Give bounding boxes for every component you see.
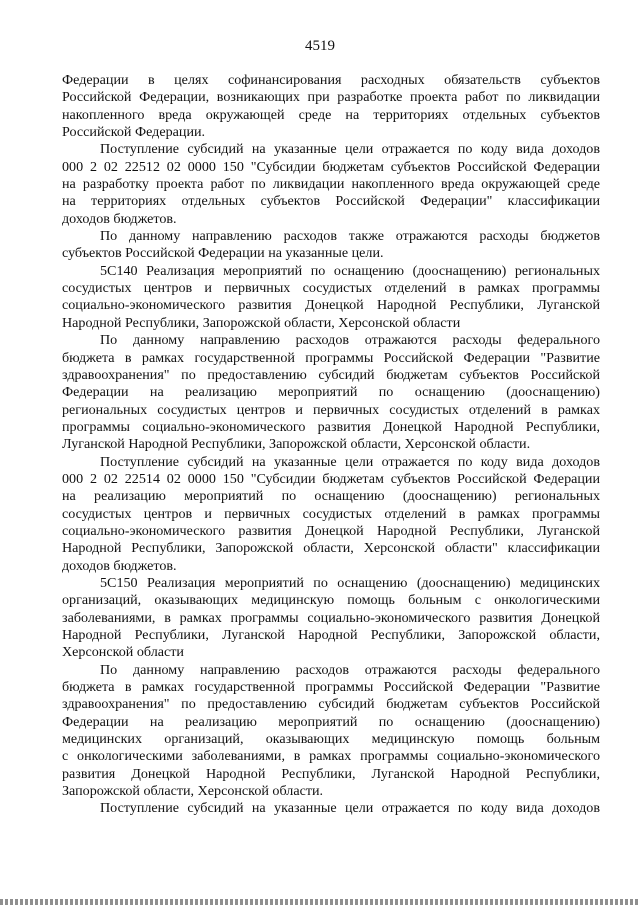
text-line: Народной Республики, Запорожской области, Херсонской области" классификации <box>62 540 600 557</box>
text-line: 000 2 02 22514 02 0000 150 "Субсидии бюджетам субъектов Российской Федерации <box>62 470 600 487</box>
text-line: на территориях отдельных субъектов Российской Федерации" классификации <box>62 193 600 210</box>
scan-edge-artifact <box>0 899 640 905</box>
text-line: заболеваниями, в рамках программы социально-экономического развития Донецкой <box>62 609 600 626</box>
text-line: Луганской Народной Республики, Запорожской области, Херсонской области. <box>62 436 531 453</box>
text-line: организаций, оказывающих медицинскую помощь больным с онкологическими <box>62 592 600 609</box>
page-number: 4519 <box>305 38 335 54</box>
text-line: субъектов Российской Федерации на указанные цели. <box>62 245 384 262</box>
text-line: Федерации на реализацию мероприятий по оснащению (дооснащению) <box>62 713 600 730</box>
text-line: 5С150 Реализация мероприятий по оснащению (дооснащению) медицинских <box>100 574 600 591</box>
text-line: здравоохранения" по предоставлению субсидий бюджетам субъектов Российской <box>62 366 600 383</box>
text-line: бюджета в рамках государственной программы Российской Федерации "Развитие <box>62 349 600 366</box>
text-line: 000 2 02 22512 02 0000 150 "Субсидии бюджетам субъектов Российской Федерации <box>62 158 600 175</box>
text-line: медицинских организаций, оказывающих медицинскую помощь больным <box>62 731 600 748</box>
text-line: Федерации на реализацию мероприятий по оснащению (дооснащению) <box>62 384 600 401</box>
text-line: с онкологическими заболеваниями, в рамках программы социально-экономического <box>62 748 600 765</box>
text-line: бюджета в рамках государственной программы Российской Федерации "Развитие <box>62 679 600 696</box>
text-line: доходов бюджетов. <box>62 557 177 574</box>
text-line: Поступление субсидий на указанные цели отражается по коду вида доходов <box>100 800 600 817</box>
text-line: По данному направлению расходов отражаются расходы федерального <box>100 332 600 349</box>
body-text <box>62 72 600 818</box>
text-line: программы социально-экономического развития Донецкой Народной Республики, <box>62 418 600 435</box>
text-line: социально-экономического развития Донецкой Народной Республики, Луганской <box>62 297 600 314</box>
text-line: доходов бюджетов. <box>62 210 177 227</box>
text-line: 5С140 Реализация мероприятий по оснащению (дооснащению) региональных <box>100 262 600 279</box>
text-line: Поступление субсидий на указанные цели отражается по коду вида доходов <box>100 141 600 158</box>
text-line: Херсонской области <box>62 644 184 661</box>
text-line: Российской Федерации. <box>62 124 206 141</box>
text-line: Запорожской области, Херсонской области. <box>62 783 324 800</box>
text-line: здравоохранения" по предоставлению субсидий бюджетам субъектов Российской <box>62 696 600 713</box>
text-line: развития Донецкой Народной Республики, Луганской Народной Республики, <box>62 765 600 782</box>
text-line: региональных сосудистых центров и первичных сосудистых отделений в рамках <box>62 401 600 418</box>
text-line: Поступление субсидий на указанные цели отражается по коду вида доходов <box>100 453 600 470</box>
text-line: социально-экономического развития Донецкой Народной Республики, Луганской <box>62 522 600 539</box>
text-line: сосудистых центров и первичных сосудистых отделений в рамках программы <box>62 280 600 297</box>
text-line: Народной Республики, Запорожской области, Херсонской области <box>62 314 461 331</box>
text-line: Федерации в целях софинансирования расходных обязательств субъектов <box>62 72 600 88</box>
text-line: По данному направлению расходов также отражаются расходы бюджетов <box>100 228 600 245</box>
text-line: на реализацию мероприятий по оснащению (дооснащению) региональных <box>62 488 600 505</box>
text-line: Российской Федерации, возникающих при разработке проекта работ по ликвидации <box>62 89 600 106</box>
text-line: По данному направлению расходов отражаются расходы федерального <box>100 661 600 678</box>
text-line: сосудистых центров и первичных сосудистых отделений в рамках программы <box>62 505 600 522</box>
text-line: Народной Республики, Луганской Народной Республики, Запорожской области, <box>62 627 600 643</box>
text-line: на разработку проекта работ по ликвидации накопленного вреда окружающей среде <box>62 176 600 193</box>
text-line: накопленного вреда окружающей среде на территориях отдельных субъектов <box>62 106 600 123</box>
